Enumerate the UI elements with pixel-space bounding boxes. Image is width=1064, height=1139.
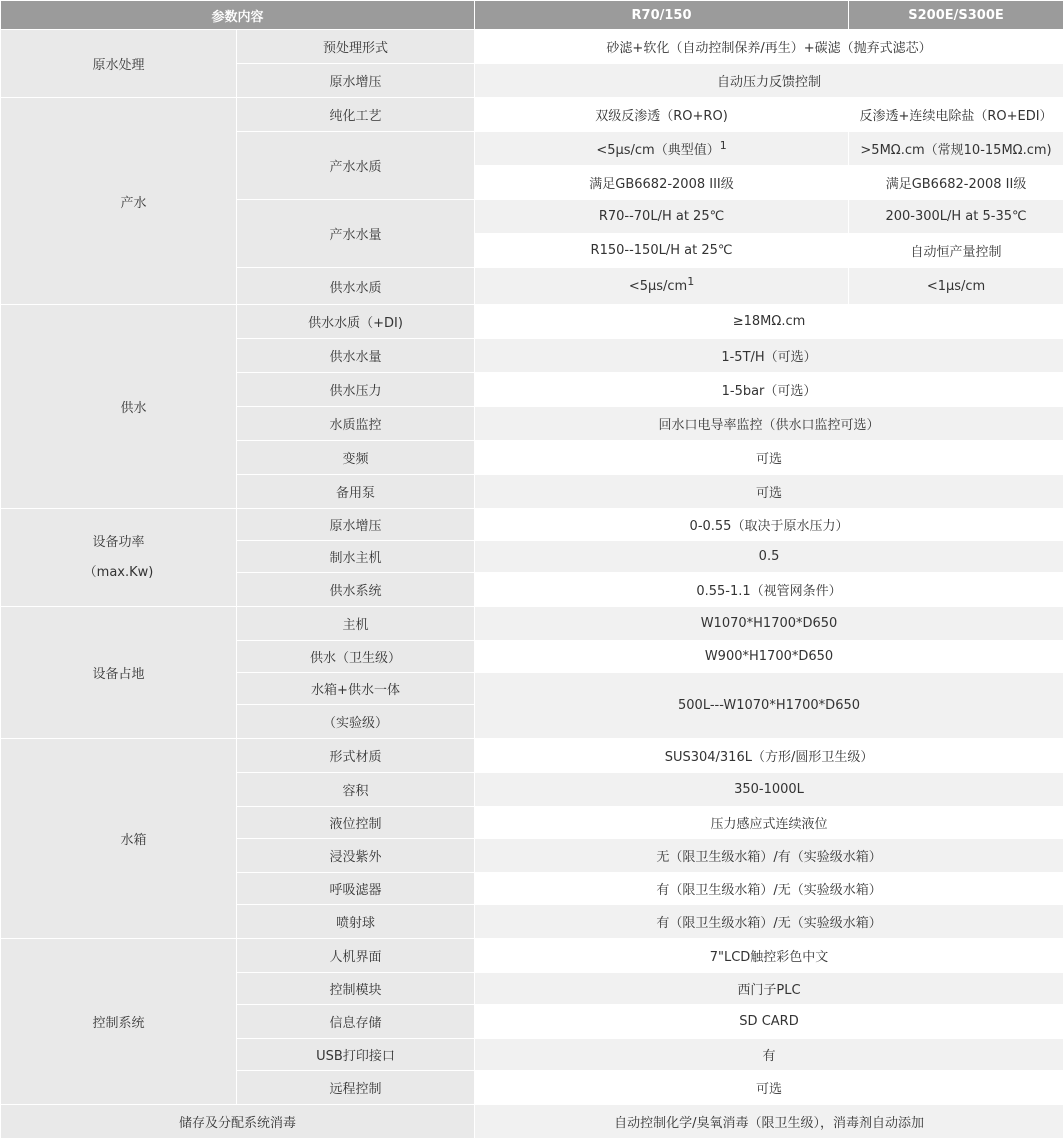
row-label: 供水水质（+DI) (237, 305, 475, 339)
row-value-r70: R70--70L/H at 25℃ (475, 200, 849, 234)
row-label: 制水主机 (237, 541, 475, 573)
row-label: 水质监控 (237, 407, 475, 441)
row-value-s200: <1μs/cm (849, 268, 1064, 305)
row-value-s200: >5MΩ.cm（常规10-15MΩ.cm) (849, 132, 1064, 166)
row-label: 产水水质 (237, 132, 475, 200)
row-value: 0-0.55（取决于原水压力） (475, 509, 1064, 541)
row-value: 7"LCD触控彩色中文 (475, 939, 1064, 973)
group-product-water: 产水 (1, 98, 237, 305)
row-label: 液位控制 (237, 807, 475, 839)
row-label: 信息存储 (237, 1005, 475, 1039)
footnote-mark: 1 (687, 274, 695, 288)
row-value-s200: 自动恒产量控制 (849, 234, 1064, 268)
row-value: 压力感应式连续液位 (475, 807, 1064, 839)
row-label: 原水增压 (237, 64, 475, 98)
header-param: 参数内容 (1, 1, 475, 30)
row-value-s200: 反渗透+连续电除盐（RO+EDI） (849, 98, 1064, 132)
row-value: ≥18MΩ.cm (475, 305, 1064, 339)
row-label: 主机 (237, 607, 475, 641)
group-storage-disinfection: 储存及分配系统消毒 (1, 1105, 475, 1139)
header-r70: R70/150 (475, 1, 849, 30)
row-value-r70: 双级反渗透（RO+RO) (475, 98, 849, 132)
supply-quality-r70-text: <5μs/cm (628, 278, 688, 294)
footnote-mark: 1 (719, 139, 727, 152)
row-value: 350-1000L (475, 773, 1064, 807)
row-label: 喷射球 (237, 905, 475, 939)
row-value-r70 (475, 268, 849, 305)
row-value: 1-5bar（可选） (475, 373, 1064, 407)
quality-r70-text: <5μs/cm（典型值） (596, 143, 720, 158)
header-row (1, 1, 1064, 30)
row-value: W1070*H1700*D650 (475, 607, 1064, 641)
row-value: 0.5 (475, 541, 1064, 573)
row-label: 产水水量 (237, 200, 475, 268)
row-value: 可选 (475, 475, 1064, 509)
row-label: 备用泵 (237, 475, 475, 509)
table-row (1, 1105, 1064, 1139)
row-value: 砂滤+软化（自动控制保养/再生）+碳滤（抛弃式滤芯） (475, 30, 1064, 64)
row-value: 0.55-1.1（视管网条件） (475, 573, 1064, 607)
group-power-line2: （max.Kw) (83, 564, 154, 580)
row-label: 供水水量 (237, 339, 475, 373)
row-value: 有（限卫生级水箱）/无（实验级水箱） (475, 873, 1064, 905)
row-value-r70 (475, 132, 849, 166)
table-row (1, 607, 1064, 641)
row-label: 供水水质 (237, 268, 475, 305)
row-value-s200: 满足GB6682-2008 II级 (849, 166, 1064, 200)
row-value: W900*H1700*D650 (475, 641, 1064, 673)
row-value-r70: 满足GB6682-2008 III级 (475, 166, 849, 200)
row-label: 人机界面 (237, 939, 475, 973)
table-row (1, 509, 1064, 541)
row-label: USB打印接口 (237, 1039, 475, 1071)
row-label: 浸没紫外 (237, 839, 475, 873)
row-value: 自动压力反馈控制 (475, 64, 1064, 98)
group-power (1, 509, 237, 607)
row-value: 回水口电导率监控（供水口监控可选） (475, 407, 1064, 441)
row-value: 无（限卫生级水箱）/有（实验级水箱） (475, 839, 1064, 873)
row-label: 水箱+供水一体 (237, 673, 475, 705)
table-row (1, 305, 1064, 339)
row-label: （实验级） (237, 705, 475, 739)
row-label: 供水压力 (237, 373, 475, 407)
row-value: SD CARD (475, 1005, 1064, 1039)
row-label: 呼吸滤器 (237, 873, 475, 905)
row-label: 纯化工艺 (237, 98, 475, 132)
group-power-line1: 设备功率 (92, 534, 145, 550)
row-value-s200: 200-300L/H at 5-35℃ (849, 200, 1064, 234)
table-row (1, 30, 1064, 64)
group-footprint: 设备占地 (1, 607, 237, 739)
row-value: 500L---W1070*H1700*D650 (475, 673, 1064, 739)
row-value: 有（限卫生级水箱）/无（实验级水箱） (475, 905, 1064, 939)
row-label: 控制模块 (237, 973, 475, 1005)
table-row (1, 739, 1064, 773)
group-supply: 供水 (1, 305, 237, 509)
row-label: 变频 (237, 441, 475, 475)
row-value: 西门子PLC (475, 973, 1064, 1005)
table-row (1, 98, 1064, 132)
row-value: 可选 (475, 1071, 1064, 1105)
row-label: 形式材质 (237, 739, 475, 773)
row-label: 供水（卫生级） (237, 641, 475, 673)
row-label: 供水系统 (237, 573, 475, 607)
group-raw-water: 原水处理 (1, 30, 237, 98)
row-label: 容积 (237, 773, 475, 807)
row-value: SUS304/316L（方形/圆形卫生级） (475, 739, 1064, 773)
group-tank: 水箱 (1, 739, 237, 939)
row-value: 1-5T/H（可选） (475, 339, 1064, 373)
header-s200: S200E/S300E (849, 1, 1064, 30)
row-value: 可选 (475, 441, 1064, 475)
row-label: 预处理形式 (237, 30, 475, 64)
row-label: 原水增压 (237, 509, 475, 541)
table-row (1, 939, 1064, 973)
row-value: 自动控制化学/臭氧消毒（限卫生级），消毒剂自动添加 (475, 1105, 1064, 1139)
row-label: 远程控制 (237, 1071, 475, 1105)
row-value: 有 (475, 1039, 1064, 1071)
row-value-r70: R150--150L/H at 25℃ (475, 234, 849, 268)
group-control: 控制系统 (1, 939, 237, 1105)
